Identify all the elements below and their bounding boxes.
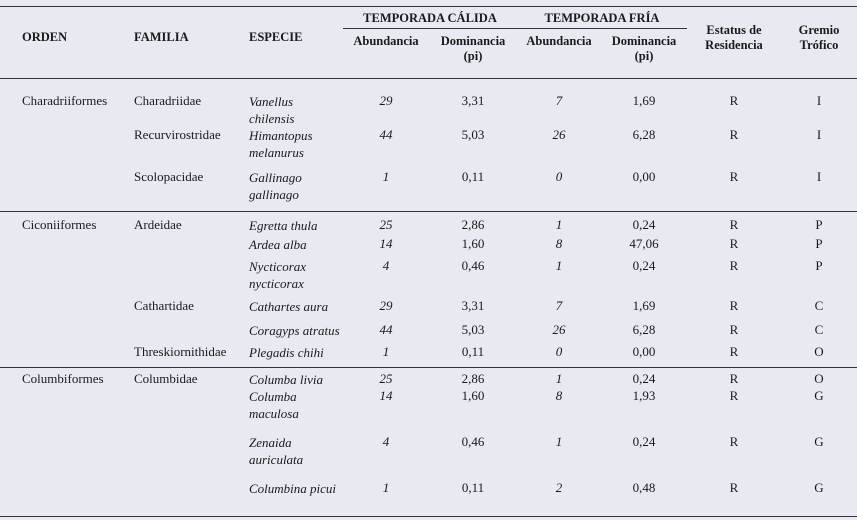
cell-estatus: R <box>729 258 739 273</box>
cell-dominancia-calida: 2,86 <box>461 216 485 232</box>
cell-estatus: R <box>729 344 739 359</box>
cell-dominancia-fria: 6,28 <box>632 322 656 337</box>
cell-estatus: R <box>729 322 739 337</box>
species-line-1: Columba <box>249 389 297 404</box>
cell-abundancia-calida: 4 <box>382 434 390 449</box>
header-estatus: Estatus de Residencia <box>705 22 763 52</box>
cell-gremio: P <box>815 258 823 273</box>
cell-familia: Recurvirostridae <box>134 127 221 142</box>
cell-especie <box>243 236 343 258</box>
cell-orden <box>0 298 130 322</box>
cell-gremio: O <box>814 344 824 359</box>
cell-abundancia-fria: 7 <box>555 298 563 313</box>
species-line-2: melanurus <box>249 145 304 160</box>
cell-orden <box>0 322 130 344</box>
cell-gremio: C <box>814 298 824 313</box>
header-dominancia-calida: Dominancia (pi) <box>429 29 517 69</box>
table-row <box>0 298 857 322</box>
cell-gremio: I <box>816 169 822 184</box>
cell-estatus: R <box>729 93 739 108</box>
cell-abundancia-fria: 26 <box>552 322 566 337</box>
species-line-1: Cathartes aura <box>249 299 329 314</box>
cell-familia <box>130 434 243 480</box>
table-row <box>0 211 857 236</box>
cell-gremio: G <box>814 388 824 403</box>
cell-especie <box>243 258 343 298</box>
cell-abundancia-fria: 8 <box>555 388 563 403</box>
cell-orden <box>0 236 130 258</box>
cell-especie <box>243 344 343 367</box>
cell-orden <box>0 480 130 516</box>
cell-abundancia-fria: 2 <box>555 480 563 495</box>
table-row <box>0 258 857 298</box>
species-line-1: Coragyps atratus <box>249 323 340 338</box>
header-orden: ORDEN <box>22 30 68 45</box>
cell-dominancia-calida: 3,31 <box>461 298 485 313</box>
cell-especie <box>243 169 343 211</box>
cell-familia: Cathartidae <box>134 298 194 313</box>
header-abundancia-fria: Abundancia <box>517 29 601 69</box>
table-row <box>0 169 857 211</box>
cell-dominancia-fria: 1,93 <box>632 388 656 403</box>
table-body <box>0 79 857 517</box>
cell-especie <box>243 211 343 236</box>
header-familia: FAMILIA <box>134 30 189 45</box>
species-line-1: Himantopus <box>249 128 313 143</box>
cell-abundancia-fria: 8 <box>555 236 563 251</box>
table-row <box>0 79 857 128</box>
species-line-1: Gallinago <box>249 170 302 185</box>
cell-estatus: R <box>729 370 739 386</box>
cell-gremio: I <box>816 93 822 108</box>
cell-familia <box>130 258 243 298</box>
table-row <box>0 236 857 258</box>
cell-dominancia-fria: 0,00 <box>632 169 656 184</box>
cell-familia: Columbidae <box>134 370 198 386</box>
cell-dominancia-fria: 0,00 <box>632 344 656 359</box>
cell-abundancia-fria: 0 <box>555 344 563 359</box>
cell-abundancia-fria: 26 <box>552 127 566 142</box>
cell-orden <box>0 127 130 169</box>
cell-abundancia-calida: 1 <box>382 480 390 495</box>
header-temporada-calida: TEMPORADA CÁLIDA <box>363 11 497 25</box>
cell-orden: Charadriiformes <box>22 93 108 108</box>
cell-orden <box>0 258 130 298</box>
cell-dominancia-calida: 0,46 <box>461 434 485 449</box>
cell-abundancia-calida: 1 <box>382 169 390 184</box>
species-line-1: Egretta thula <box>249 217 318 233</box>
cell-abundancia-calida: 29 <box>379 298 393 313</box>
cell-gremio: G <box>814 480 824 495</box>
cell-dominancia-fria: 0,24 <box>632 216 656 232</box>
species-line-1: Ardea alba <box>249 237 307 252</box>
cell-especie <box>243 127 343 169</box>
cell-estatus: R <box>729 169 739 184</box>
cell-familia: Scolopacidae <box>134 169 204 184</box>
cell-estatus: R <box>729 480 739 495</box>
cell-gremio: P <box>815 216 823 232</box>
cell-abundancia-calida: 25 <box>379 370 393 386</box>
cell-dominancia-calida: 0,11 <box>461 344 485 359</box>
cell-familia <box>130 388 243 434</box>
cell-gremio: I <box>816 127 822 142</box>
cell-familia: Threskiornithidae <box>134 344 227 359</box>
table-row <box>0 434 857 480</box>
cell-estatus: R <box>729 298 739 313</box>
species-line-2: gallinago <box>249 187 299 202</box>
table-row <box>0 367 857 388</box>
species-line-2: auriculata <box>249 452 304 467</box>
cell-estatus: R <box>729 388 739 403</box>
cell-orden <box>0 344 130 367</box>
cell-abundancia-fria: 0 <box>555 169 563 184</box>
header-dominancia-fria: Dominancia (pi) <box>601 29 687 69</box>
table-row <box>0 480 857 516</box>
cell-familia: Charadriidae <box>134 93 202 108</box>
cell-orden: Columbiformes <box>22 370 104 386</box>
cell-abundancia-calida: 25 <box>379 216 393 232</box>
header-especie: ESPECIE <box>249 30 303 45</box>
cell-estatus: R <box>729 127 739 142</box>
cell-especie <box>243 298 343 322</box>
cell-especie <box>243 79 343 128</box>
cell-dominancia-calida: 1,60 <box>461 236 485 251</box>
cell-gremio: P <box>815 236 823 251</box>
cell-dominancia-fria: 0,24 <box>632 434 656 449</box>
cell-dominancia-fria: 0,48 <box>632 480 656 495</box>
cell-estatus: R <box>729 434 739 449</box>
cell-dominancia-calida: 3,31 <box>461 93 485 108</box>
cell-abundancia-fria: 1 <box>555 434 563 449</box>
species-line-1: Nycticorax <box>249 259 307 274</box>
species-line-2: maculosa <box>249 406 299 421</box>
cell-estatus: R <box>729 216 739 232</box>
cell-dominancia-calida: 0,11 <box>461 169 485 184</box>
cell-dominancia-calida: 0,46 <box>461 258 485 273</box>
cell-dominancia-fria: 1,69 <box>632 93 656 108</box>
header-gremio: Gremio Trófico <box>798 22 840 52</box>
cell-especie <box>243 367 343 388</box>
cell-especie <box>243 434 343 480</box>
cell-especie <box>243 322 343 344</box>
cell-abundancia-calida: 14 <box>379 388 393 403</box>
cell-abundancia-calida: 44 <box>379 322 393 337</box>
cell-gremio: G <box>814 434 824 449</box>
species-line-1: Columba livia <box>249 371 324 387</box>
cell-abundancia-calida: 44 <box>379 127 393 142</box>
cell-dominancia-fria: 1,69 <box>632 298 656 313</box>
cell-dominancia-calida: 0,11 <box>461 480 485 495</box>
table-row <box>0 322 857 344</box>
cell-orden: Ciconiiformes <box>22 216 97 232</box>
cell-abundancia-fria: 1 <box>555 258 563 273</box>
cell-especie <box>243 480 343 516</box>
cell-abundancia-fria: 1 <box>555 216 563 232</box>
table-row <box>0 127 857 169</box>
table-row <box>0 388 857 434</box>
species-line-1: Plegadis chihi <box>249 345 324 360</box>
cell-especie <box>243 388 343 434</box>
species-table <box>0 6 857 517</box>
cell-familia <box>130 236 243 258</box>
cell-orden <box>0 169 130 211</box>
cell-abundancia-fria: 7 <box>555 93 563 108</box>
cell-gremio: O <box>814 370 824 386</box>
cell-abundancia-calida: 29 <box>379 93 393 108</box>
cell-gremio: C <box>814 322 824 337</box>
cell-orden <box>0 388 130 434</box>
header-temporada-fria: TEMPORADA FRÍA <box>544 11 660 25</box>
cell-dominancia-calida: 2,86 <box>461 370 485 386</box>
species-line-1: Columbina picui <box>249 481 337 496</box>
cell-dominancia-calida: 5,03 <box>461 127 485 142</box>
species-line-1: Vanellus <box>249 94 294 109</box>
cell-abundancia-fria: 1 <box>555 370 563 386</box>
cell-dominancia-calida: 5,03 <box>461 322 485 337</box>
cell-dominancia-fria: 6,28 <box>632 127 656 142</box>
cell-dominancia-calida: 1,60 <box>461 388 485 403</box>
cell-dominancia-fria: 0,24 <box>632 258 656 273</box>
species-line-2: nycticorax <box>249 276 304 291</box>
cell-orden <box>0 434 130 480</box>
table-row <box>0 344 857 367</box>
cell-abundancia-calida: 14 <box>379 236 393 251</box>
cell-estatus: R <box>729 236 739 251</box>
cell-abundancia-calida: 1 <box>382 344 390 359</box>
header-abundancia-calida: Abundancia <box>343 29 429 69</box>
species-line-2: chilensis <box>249 111 295 126</box>
cell-familia: Ardeidae <box>134 216 182 232</box>
species-line-1: Zenaida <box>249 435 292 450</box>
cell-dominancia-fria: 47,06 <box>629 236 659 251</box>
cell-familia <box>130 480 243 516</box>
cell-familia <box>130 322 243 344</box>
cell-dominancia-fria: 0,24 <box>632 370 656 386</box>
cell-abundancia-calida: 4 <box>382 258 390 273</box>
